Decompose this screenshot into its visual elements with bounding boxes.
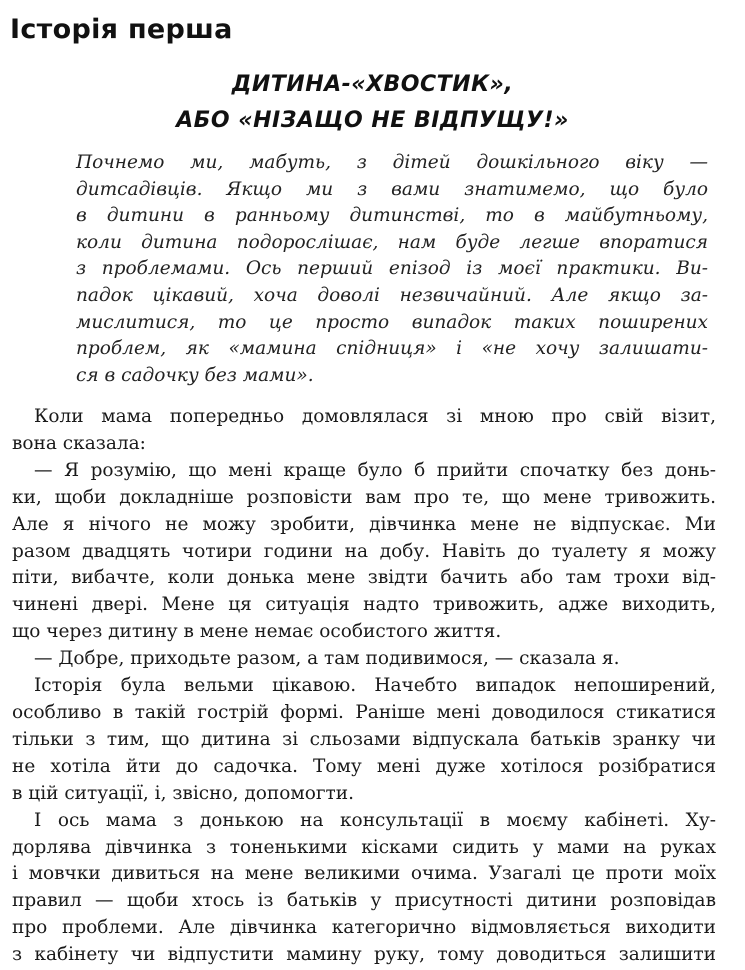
- intro-line: в дитини в ранньому дитинстві, то в майбутньому,: [76, 205, 708, 227]
- intro-line: падок цікавий, хоча доволі незвичайний. Але якщо за-: [76, 284, 708, 306]
- body-line: Коли мама попередньо домовлялася зі мною про свій візит,: [34, 406, 716, 427]
- body-line: чинені двері. Мене ця ситуація надто тривожить, адже виходить,: [12, 594, 716, 616]
- body-line: — Добре, приходьте разом, а там подивимося, — сказала я.: [34, 648, 620, 670]
- body-line: тільки з тим, що дитина зі сльозами відпускала батьків зранку чи: [12, 728, 716, 750]
- body-line: Але я нічого не можу зробити, дівчинка мене не відпускає. Ми: [12, 513, 716, 535]
- intro-line: мислитися, то це просто випадок таких поширених: [76, 311, 708, 333]
- body-line: дорлява дівчинка з тоненькими кісками сидить у мами на руках: [12, 836, 716, 858]
- body-line: про проблеми. Але дівчинка категорично відмовляється виходити: [12, 917, 716, 939]
- body-line: особливо в такій гострій формі. Раніше мені доводилося стикатися: [12, 701, 716, 723]
- body-line: — Я розумію, що мені краще було б прийти спочатку без донь-: [34, 459, 716, 481]
- body-line: з кабінету чи відпустити мамину руку, тому доводиться залишити: [12, 944, 716, 966]
- body-line: і мовчки дивиться на мене великими очима. Узагалі це проти моїх: [12, 863, 716, 885]
- story-title-line-2: АБО «НІЗАЩО НЕ ВІДПУЩУ!»: [176, 108, 569, 133]
- body-line: що через дитину в мене немає особистого життя.: [12, 621, 502, 643]
- body-line: вона сказала:: [12, 432, 146, 454]
- intro-line: коли дитина подорослішає, нам буде легше впоратися: [76, 231, 708, 253]
- intro-paragraph: [76, 150, 708, 389]
- body-text: [12, 404, 716, 969]
- body-line: піти, вибачте, коли донька мене звідти бачить або там трохи від-: [12, 567, 716, 589]
- chapter-label: Історія перша: [10, 14, 233, 45]
- intro-line: Почнемо ми, мабуть, з дітей дошкільного віку —: [76, 152, 708, 173]
- intro-line: з проблемами. Ось перший епізод із моєї практики. Ви-: [76, 258, 708, 280]
- body-line: правил — щоби хтось із батьків у присутності дитини розповідав: [12, 890, 716, 912]
- body-line: Історія була вельми цікавою. Начебто випадок непоширений,: [34, 675, 716, 697]
- body-line: не хотіла йти до садочка. Тому мені дуже хотілося розібратися: [12, 755, 716, 777]
- story-title-line-1: ДИТИНА-«ХВОСТИК»,: [231, 72, 514, 97]
- intro-line: проблем, як «мамина спідниця» і «не хочу залишати-: [76, 338, 708, 360]
- body-line: разом двадцять чотири години на добу. Навіть до туалету я можу: [12, 540, 716, 562]
- body-line: ки, щоби докладніше розповісти вам про те, що мене тривожить.: [12, 486, 716, 508]
- intro-line: дитсадівців. Якщо ми з вами знатимемо, що було: [76, 178, 708, 200]
- body-line: в цій ситуації, і, звісно, допомогти.: [12, 782, 355, 804]
- intro-line: ся в садочку без мами».: [76, 364, 314, 386]
- body-line: І ось мама з донькою на консультації в моєму кабінеті. Ху-: [34, 809, 716, 831]
